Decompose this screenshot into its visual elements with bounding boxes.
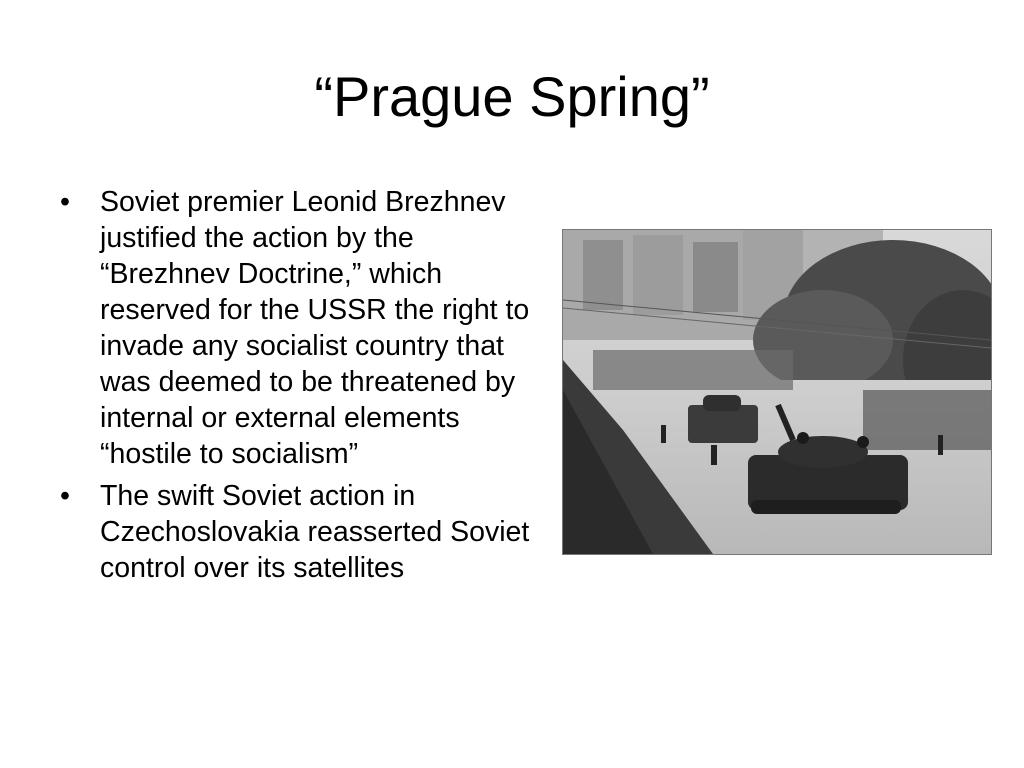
- bullet-item: [56, 184, 536, 472]
- slide-title: “Prague Spring”: [314, 65, 710, 128]
- bullet-item: [56, 478, 536, 586]
- tanks-in-street-photo: [562, 229, 992, 555]
- bullet-text: Soviet premier Leonid Brezhnev justified the action by the “Brezhnev Doctrine,” which reserved for the USSR the right to invade any socialist country that was deemed to be threatened by internal or external elements “hostile to socialism”: [100, 186, 530, 470]
- bullet-marker: •: [60, 186, 70, 218]
- bullet-text: The swift Soviet action in Czechoslovakia reasserted Soviet control over its satellites: [100, 480, 530, 584]
- bullet-marker: •: [60, 480, 70, 512]
- bullet-list: [56, 184, 536, 592]
